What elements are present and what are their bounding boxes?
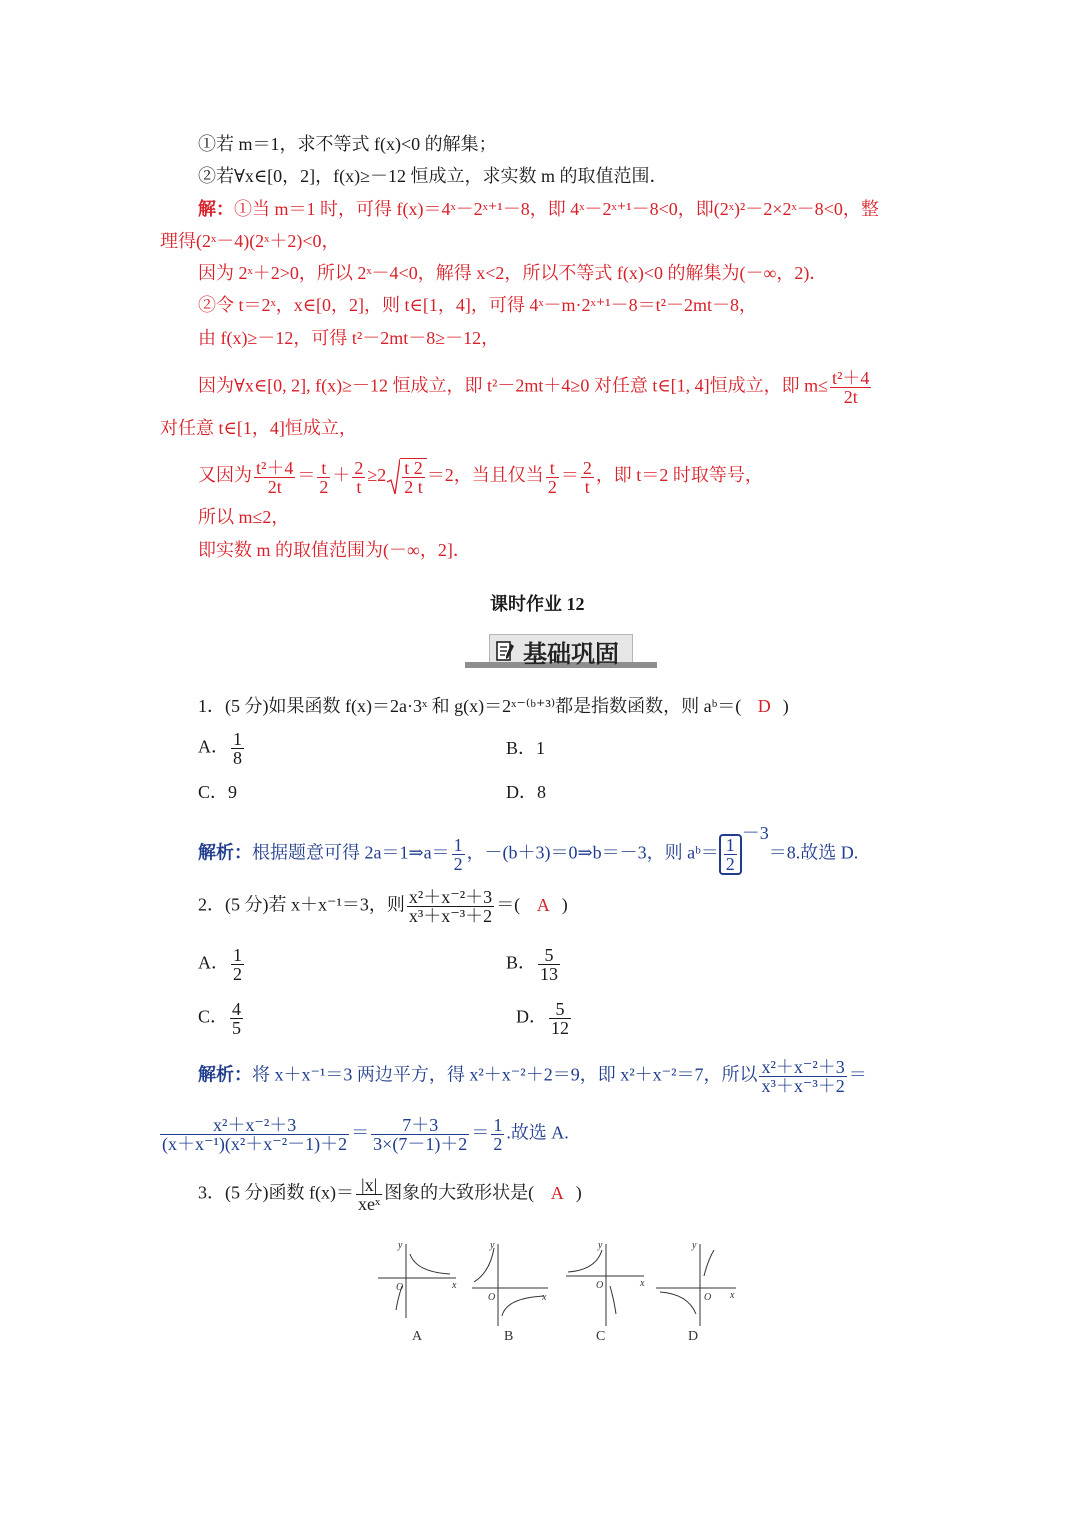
- q1-option-b: B．1: [506, 738, 546, 758]
- numerator: 5: [538, 946, 560, 965]
- fraction: [352, 459, 365, 496]
- numerator: 5: [549, 1000, 571, 1019]
- fraction: [231, 730, 244, 767]
- q1-option-c: C．9: [198, 782, 238, 802]
- q2-option-a: [198, 946, 246, 983]
- fraction: [160, 1116, 349, 1153]
- text: 将 x＋x⁻¹＝3 两边平方，得 x²＋x⁻²＋2＝9，即 x²＋x⁻²＝7，所以: [252, 1064, 758, 1085]
- text: 图象的大致形状是(: [384, 1182, 535, 1203]
- denominator: 2: [319, 476, 329, 497]
- q3-stem: [198, 1176, 582, 1213]
- solution-line-1c: 因为 2ˣ＋2>0，所以 2ˣ－4<0，解得 x<2，所以不等式 f(x)<0 的解集为(－∞，2)．: [198, 263, 828, 283]
- solution-text-2c: 因为∀x∈[0, 2], f(x)≥－12 恒成立，即 t²－2mt＋4≥0 对任意 t∈[1, 4]恒成立，即 m≤: [198, 375, 829, 396]
- text: ＝: [848, 1064, 867, 1085]
- solution-label: 解：: [198, 199, 234, 219]
- fraction: [230, 1000, 243, 1037]
- solution-text-1a: ①当 m＝1 时，可得 f(x)＝4ˣ－2ˣ⁺¹－8，即 4ˣ－2ˣ⁺¹－8<0，即(2ˣ)²－2×2ˣ－8<0，整: [234, 199, 879, 219]
- solution-line-2d: 对任意 t∈[1，4]恒成立，: [160, 418, 357, 438]
- numerator: |x|: [356, 1176, 382, 1195]
- graph-d-x-label: x: [730, 1290, 735, 1301]
- numerator: 1: [453, 835, 463, 855]
- denominator: 2t: [267, 476, 282, 497]
- text: ＝8.故选 D.: [768, 842, 859, 863]
- q1-stem: [198, 694, 789, 718]
- denominator: 2: [493, 1134, 503, 1154]
- graph-c-origin: O: [596, 1280, 604, 1291]
- graph-b: [472, 1244, 548, 1326]
- numerator: t: [317, 459, 330, 478]
- q1-option-d: D．8: [506, 782, 546, 802]
- text: ＝: [297, 465, 316, 486]
- fraction: [830, 369, 871, 406]
- text: ≥2: [367, 465, 387, 486]
- numerator: t: [546, 459, 559, 478]
- solution-line-2b: 由 f(x)≥－12，可得 t²－2mt－8≥－12，: [198, 328, 500, 348]
- fraction: [356, 1176, 382, 1213]
- fraction: [724, 836, 737, 873]
- numerator: x²＋x⁻²＋3: [408, 887, 493, 907]
- q2-stem: [198, 888, 568, 925]
- text: ＋: [332, 465, 351, 486]
- numerator: 4: [232, 999, 242, 1019]
- q2-option-d: [516, 1000, 573, 1037]
- option-label: A．: [198, 736, 229, 757]
- section-banner: [465, 632, 657, 678]
- fraction: [402, 459, 425, 496]
- fraction: [549, 1000, 571, 1037]
- q3-graph-options: [370, 1236, 750, 1346]
- graph-d: [656, 1244, 736, 1326]
- solution-line-1b: 理得(2ˣ－4)(2ˣ＋2)<0，: [160, 231, 340, 251]
- explanation-label: 解析：: [198, 1064, 252, 1085]
- graph-a-x-label: x: [452, 1280, 457, 1291]
- q2-option-b: [506, 946, 562, 983]
- denominator: x³＋x⁻³＋2: [408, 906, 493, 926]
- solution-line-1a: [198, 197, 879, 221]
- numerator: x²＋x⁻²＋3: [160, 1116, 349, 1135]
- denominator: 3×(7－1)＋2: [373, 1134, 468, 1154]
- q2-option-c: [198, 1000, 245, 1037]
- q1-option-a: [198, 730, 246, 767]
- denominator: 2: [547, 476, 557, 497]
- option-label: D．: [516, 1006, 547, 1027]
- graph-label-a: A: [412, 1329, 423, 1344]
- fraction: [491, 1116, 504, 1153]
- fraction: [231, 946, 244, 983]
- numerator: x²＋x⁻²＋3: [761, 1057, 845, 1077]
- denominator: 2: [233, 964, 242, 984]
- banner-label: 基础巩固: [523, 640, 619, 668]
- denominator: 2t: [843, 387, 858, 407]
- fraction: [371, 1116, 469, 1153]
- numerator: t²＋4: [832, 368, 870, 388]
- solution-line-2g: 即实数 m 的取值范围为(－∞，2]．: [198, 540, 471, 560]
- solution-line-2c: [198, 369, 873, 406]
- section-title: 课时作业 12: [490, 594, 585, 614]
- solution-line-2a: ②令 t＝2ˣ，x∈[0，2]，则 t∈[1，4]，可得 4ˣ－m·2ˣ⁺¹－8＝t²－2mt－8，: [198, 295, 758, 315]
- numerator: 1: [233, 945, 242, 965]
- text: 根据题意可得 2a＝1⇒a＝: [252, 842, 450, 863]
- numerator: 1: [725, 835, 735, 855]
- q1-explanation: [198, 822, 859, 875]
- text: 3．(5 分)函数 f(x)＝: [198, 1182, 354, 1203]
- numerator: 2: [582, 457, 592, 478]
- text: ＝2，当且仅当: [426, 465, 544, 486]
- exponent: －3: [741, 822, 769, 843]
- denominator: 2: [453, 854, 463, 874]
- graph-c-y-label: y: [598, 1240, 603, 1251]
- graph-label-c: C: [596, 1329, 606, 1344]
- graph-label-b: B: [504, 1329, 514, 1344]
- numerator: 7＋3: [371, 1116, 469, 1135]
- text: ＝(: [496, 894, 521, 915]
- graph-a-origin: O: [396, 1282, 404, 1293]
- text: ＝: [471, 1122, 490, 1143]
- text: ，－(b＋3)＝0⇒b＝－3，则 aᵇ＝: [466, 842, 719, 863]
- denominator: t: [356, 476, 362, 497]
- q3-close-paren: ): [575, 1182, 582, 1203]
- q2-answer: A: [536, 894, 550, 915]
- solution-line-2e: [198, 458, 763, 496]
- denominator: t: [584, 476, 590, 497]
- solution-line-2f: 所以 m≤2，: [198, 507, 290, 527]
- q3-answer: A: [550, 1182, 564, 1203]
- graph-b-y-label: y: [490, 1240, 495, 1251]
- graph-d-y-label: y: [692, 1240, 697, 1251]
- graph-c: [566, 1244, 644, 1326]
- fraction: [254, 459, 295, 496]
- question-1-line: ①若 m＝1，求不等式 f(x)<0 的解集；: [198, 134, 497, 154]
- denominator: 8: [233, 748, 242, 768]
- q1-answer: D: [757, 696, 771, 716]
- fraction: [581, 459, 594, 496]
- q2-close-paren: ): [561, 894, 568, 915]
- graph-c-x-label: x: [640, 1278, 645, 1289]
- graph-d-origin: O: [704, 1292, 712, 1303]
- question-2-line: ②若∀x∈[0，2]，f(x)≥－12 恒成立，求实数 m 的取值范围．: [198, 166, 668, 186]
- denominator: 5: [232, 1018, 242, 1038]
- graph-b-origin: O: [488, 1292, 496, 1303]
- numerator: 2: [354, 457, 364, 478]
- radical-sign-icon: [386, 458, 400, 498]
- text: 又因为: [198, 465, 252, 486]
- denominator: xeˣ: [357, 1194, 381, 1214]
- notebook-icon: [495, 640, 515, 662]
- graph-a: [378, 1244, 456, 1318]
- denominator: (x＋x⁻¹)(x²＋x⁻²－1)＋2: [162, 1134, 348, 1154]
- text: ＝: [560, 465, 579, 486]
- option-label: B．: [506, 952, 537, 973]
- fraction: [317, 459, 330, 496]
- numerator: 1: [233, 729, 242, 749]
- text: ，即 t＝2 时取等号，: [595, 465, 763, 486]
- text: ＝: [351, 1122, 370, 1143]
- option-label: A．: [198, 952, 229, 973]
- option-label: C．: [198, 1006, 229, 1027]
- denominator: 2 t: [404, 477, 423, 497]
- q1-stem-text: 1．(5 分)如果函数 f(x)＝2a·3ˣ 和 g(x)＝2ˣ⁻⁽ᵇ⁺³⁾都是指数函数，则 aᵇ＝(: [198, 696, 742, 716]
- denominator: 2: [725, 854, 735, 874]
- graph-a-y-label: y: [398, 1240, 403, 1251]
- text: .故选 A.: [506, 1122, 569, 1143]
- fraction: [407, 888, 494, 925]
- q1-close-paren: ): [782, 696, 789, 716]
- q2-explanation-line-1: [198, 1058, 867, 1095]
- fraction: [546, 459, 559, 496]
- fraction: [452, 836, 465, 873]
- denominator: x³＋x⁻³＋2: [761, 1076, 845, 1096]
- parenthesis-group: [719, 834, 742, 875]
- q2-explanation-line-2: [158, 1116, 569, 1153]
- explanation-label: 解析：: [198, 842, 252, 863]
- text: 2．(5 分)若 x＋x⁻¹＝3，则: [198, 894, 405, 915]
- fraction: [538, 946, 560, 983]
- denominator: 13: [540, 964, 559, 984]
- denominator: 12: [551, 1018, 569, 1038]
- numerator: 1: [493, 1115, 503, 1135]
- graph-b-x-label: x: [542, 1292, 547, 1303]
- numerator: t²＋4: [256, 457, 294, 478]
- graph-label-d: D: [688, 1329, 699, 1344]
- square-root: [386, 458, 427, 496]
- numerator: t 2: [404, 458, 423, 478]
- fraction: [759, 1058, 846, 1095]
